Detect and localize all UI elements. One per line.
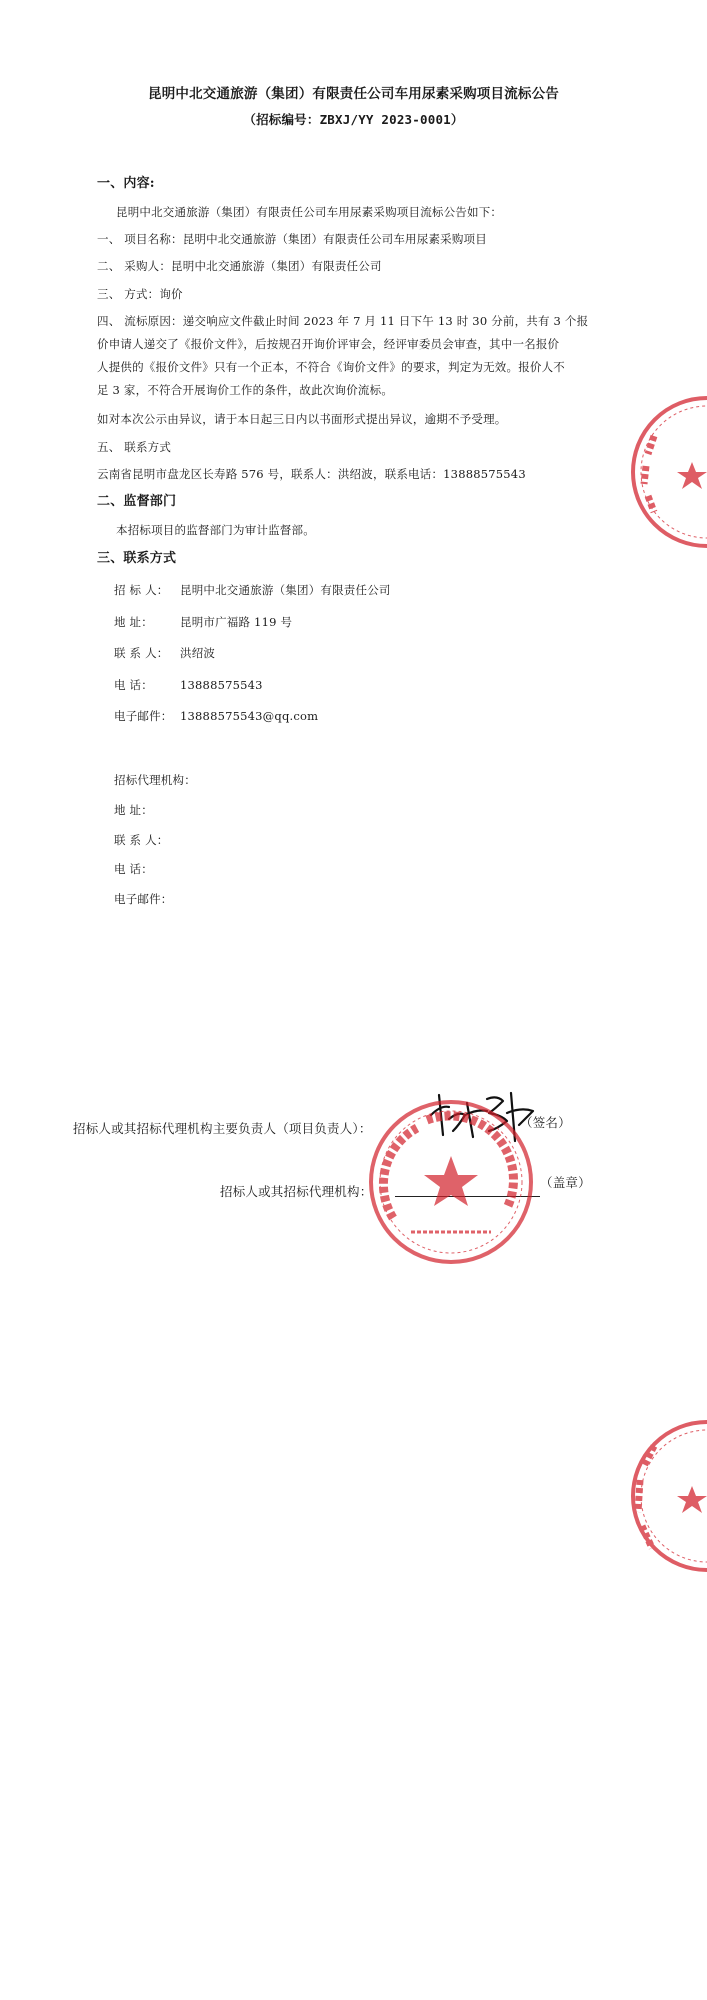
item-reason-line3: 人提供的《报价文件》只有一个正本，不符合《询价文件》的要求，判定为无效。报价人不 <box>97 360 565 374</box>
phone-label: 电 话： <box>114 678 153 692</box>
item-project-name: 一、 项目名称：昆明中北交通旅游（集团）有限责任公司车用尿素采购项目 <box>97 232 487 246</box>
contact-person-label: 联 系 人： <box>114 646 169 660</box>
section1-heading: 一、内容: <box>97 176 155 191</box>
email-label: 电子邮件： <box>114 709 173 723</box>
document-title: 昆明中北交通旅游（集团）有限责任公司车用尿素采购项目流标公告 <box>148 86 559 102</box>
email-value: 13888575543@qq.com <box>180 709 319 723</box>
section3-heading: 三、联系方式 <box>97 551 177 566</box>
item-purchaser: 二、 采购人：昆明中北交通旅游（集团）有限责任公司 <box>97 259 382 273</box>
phone-value: 13888575543 <box>180 678 263 692</box>
agency-email-label: 电子邮件： <box>114 892 173 906</box>
company-seal-icon <box>367 1098 535 1266</box>
objection-note: 如对本次公示由异议，请于本日起三日内以书面形式提出异议，逾期不予受理。 <box>97 412 507 426</box>
supervision-text: 本招标项目的监督部门为审计监督部。 <box>116 523 315 537</box>
address-label: 地 址： <box>114 615 153 629</box>
item-reason-line2: 价申请人递交了《报价文件》，后按规召开询价评审会，经评审委员会审查，其中一名报价 <box>97 337 560 351</box>
address-value: 昆明市广福路 119 号 <box>180 615 293 629</box>
agency-heading: 招标代理机构： <box>114 773 196 787</box>
seal-suffix: （盖章） <box>540 1175 591 1190</box>
document-code: （招标编号：ZBXJ/YY 2023-0001） <box>243 112 464 127</box>
section2-heading: 二、监督部门 <box>97 494 177 509</box>
tenderer-value: 昆明中北交通旅游（集团）有限责任公司 <box>180 583 391 597</box>
section1-intro: 昆明中北交通旅游（集团）有限责任公司车用尿素采购项目流标公告如下： <box>116 205 503 219</box>
sign-suffix: （签名） <box>520 1115 571 1130</box>
contact-person-value: 洪绍波 <box>180 646 216 660</box>
tenderer-label: 招 标 人： <box>114 583 169 597</box>
company-seal-icon <box>622 392 707 552</box>
seal-line: 招标人或其招标代理机构： <box>220 1184 373 1199</box>
agency-address-label: 地 址： <box>114 803 153 817</box>
item-contact-heading: 五、 联系方式 <box>97 440 172 454</box>
responsible-person-line: 招标人或其招标代理机构主要负责人（项目负责人）： <box>73 1121 372 1136</box>
item-reason-line4: 足 3 家，不符合开展询价工作的条件，故此次询价流标。 <box>97 383 394 397</box>
item-method: 三、 方式：询价 <box>97 287 183 301</box>
agency-phone-label: 电 话： <box>114 862 153 876</box>
agency-contact-label: 联 系 人： <box>114 833 169 847</box>
item-reason-line1: 四、 流标原因：递交响应文件截止时间 2023 年 7 月 11 日下午 13 时 30 分前，共有 3 个报 <box>97 314 589 328</box>
contact-line: 云南省昆明市盘龙区长寿路 576 号，联系人：洪绍波，联系电话：13888575543 <box>97 467 526 481</box>
company-seal-icon <box>612 1416 707 1576</box>
